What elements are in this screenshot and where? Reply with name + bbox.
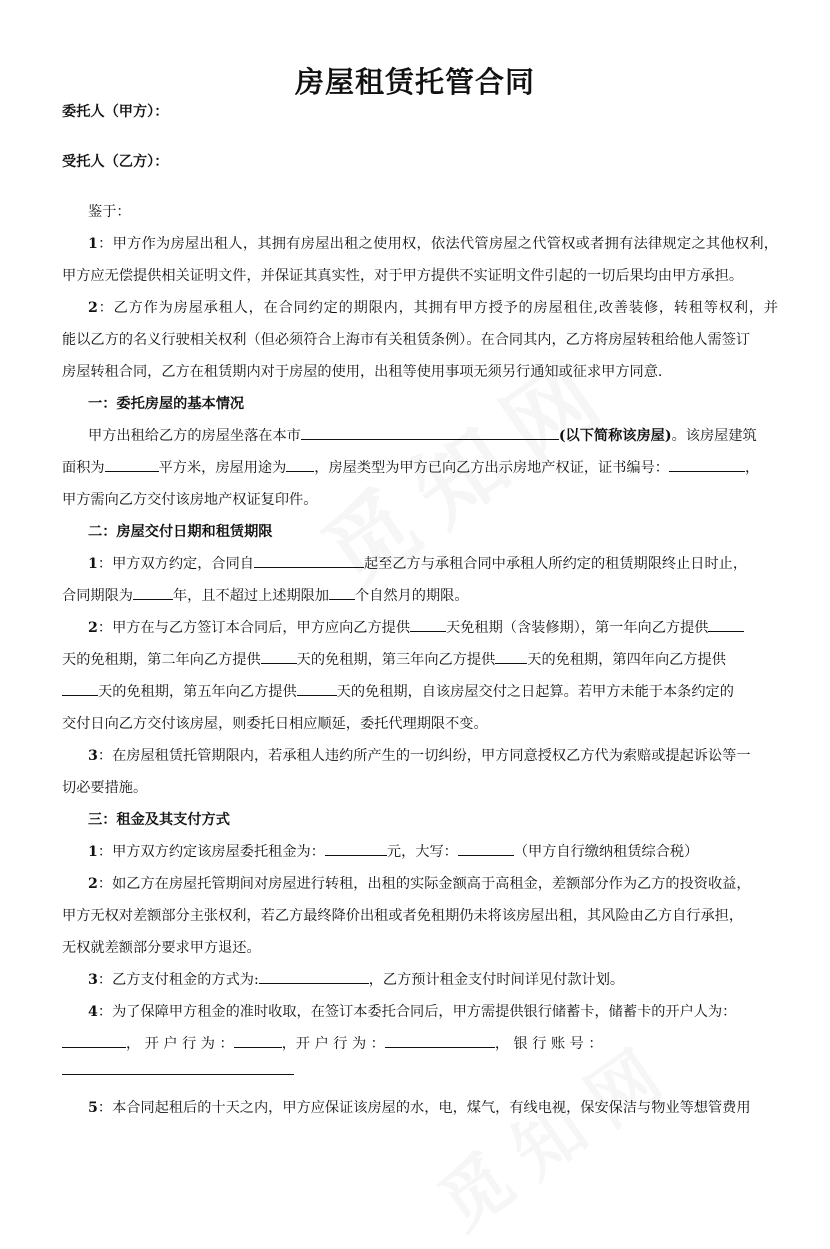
- page-title: 房屋租赁托管合同: [294, 65, 535, 99]
- s3-item-1: 1：甲方双方约定该房屋委托租金为： 元，大写： （甲方自行缴纳租赁综合税）: [88, 841, 698, 861]
- s2-item-3-line-1: 3：在房屋租赁托管期限内，若承租人违约所产生的一切纠纷，甲方同意授权乙方代为索赔或提起诉讼等一: [88, 748, 751, 764]
- whereas-para-2-line-1: 2：乙方作为房屋承租人，在合同约定的期限内，其拥有甲方授予的房屋租住,改善装修，转租等权利，并: [88, 300, 778, 316]
- whereas-label: 鉴于：: [88, 204, 131, 220]
- whereas-para-2-line-3: 房屋转租合同，乙方在租赁期内对于房屋的使用，出租等使用事项无须另行通知或征求甲方同意.: [62, 364, 663, 380]
- s3-item-2-line-2: 甲方无权对差额部分主张权利，若乙方最终降价出租或者免租期仍未将该房屋出租，其风险由乙方自行承担，: [62, 908, 744, 924]
- s2-item-1-line-1: 1：甲方双方约定，合同自 起至乙方与承租合同中承租人所约定的租赁期限终止日时止，: [88, 553, 747, 573]
- s3-item-4-line-2: ， 开 户 行 为 ： ，开 户 行 为 ： ， 银 行 账 号 ：: [62, 1033, 603, 1053]
- section-2-heading: 二：房屋交付日期和租赁期限: [88, 524, 273, 540]
- whereas-para-1-line-1: 1：甲方作为房屋出租人，其拥有房屋出租之使用权，依法代管房屋之代管权或者拥有法律规定之其他权利，: [88, 236, 778, 252]
- s3-item-2-line-3: 无权就差额部分要求甲方退还。: [62, 940, 261, 956]
- s3-item-2-line-1: 2：如乙方在房屋托管期间对房屋进行转租，出租的实际金额高于高租金，差额部分作为乙方的投资收益，: [88, 876, 751, 892]
- whereas-para-1-line-2: 甲方应无偿提供相关证明文件，并保证其真实性，对于甲方提供不实证明文件引起的一切后果均由甲方承担。: [62, 268, 744, 284]
- s3-item-3: 3：乙方支付租金的方式为: ，乙方预计租金支付时间详见付款计划。: [88, 969, 624, 989]
- party-a-label: 委托人（甲方）：: [62, 104, 169, 120]
- s2-item-1-line-2: 合同期限为 年，且不超过上述期限加 个自然月的期限。: [62, 585, 469, 605]
- s1-line-2: 面积为 平方米，房屋用途为 ，房屋类型为甲方已向乙方出示房地产权证，证书编号： ，: [62, 457, 759, 477]
- party-b-label: 受托人（乙方）：: [62, 154, 169, 170]
- s3-item-5-line-1: 5：本合同起租后的十天之内，甲方应保证该房屋的水，电，煤气，有线电视，保安保洁与物业等想管费用: [88, 1100, 751, 1116]
- s2-item-2-line-3: 天的免租期，第五年向乙方提供 天的免租期，自该房屋交付之日起算。若甲方未能于本条约定的: [62, 681, 734, 701]
- s1-line-1: 甲方出租给乙方的房屋坐落在本市 (以下简称该房屋)。该房屋建筑: [88, 425, 757, 445]
- whereas-para-2-line-2: 能以乙方的名义行驶相关权利（但必须符合上海市有关租赁条例）。在合同其内，乙方将房屋转租给他人需签订: [62, 332, 751, 348]
- s2-item-3-line-2: 切必要措施。: [62, 780, 148, 796]
- s2-item-2-line-1: 2：甲方在与乙方签订本合同后，甲方应向乙方提供 天免租期（含装修期），第一年向乙方提供: [88, 617, 744, 637]
- section-1-heading: 一：委托房屋的基本情况: [88, 396, 245, 412]
- s2-item-2-line-2: 天的免租期，第二年向乙方提供 天的免租期，第三年向乙方提供 天的免租期，第四年向乙方提供: [62, 649, 726, 669]
- section-3-heading: 三：租金及其支付方式: [88, 812, 230, 828]
- s3-item-4-line-3: [62, 1060, 294, 1079]
- s1-line-3: 甲方需向乙方交付该房地产权证复印件。: [62, 492, 318, 508]
- s2-item-2-line-4: 交付日向乙方交付该房屋，则委托日相应顺延，委托代理期限不变。: [62, 716, 488, 732]
- s3-item-4-line-1: 4：为了保障甲方租金的准时收取，在签订本委托合同后，甲方需提供银行储蓄卡，储蓄卡的开户人为：: [88, 1004, 737, 1020]
